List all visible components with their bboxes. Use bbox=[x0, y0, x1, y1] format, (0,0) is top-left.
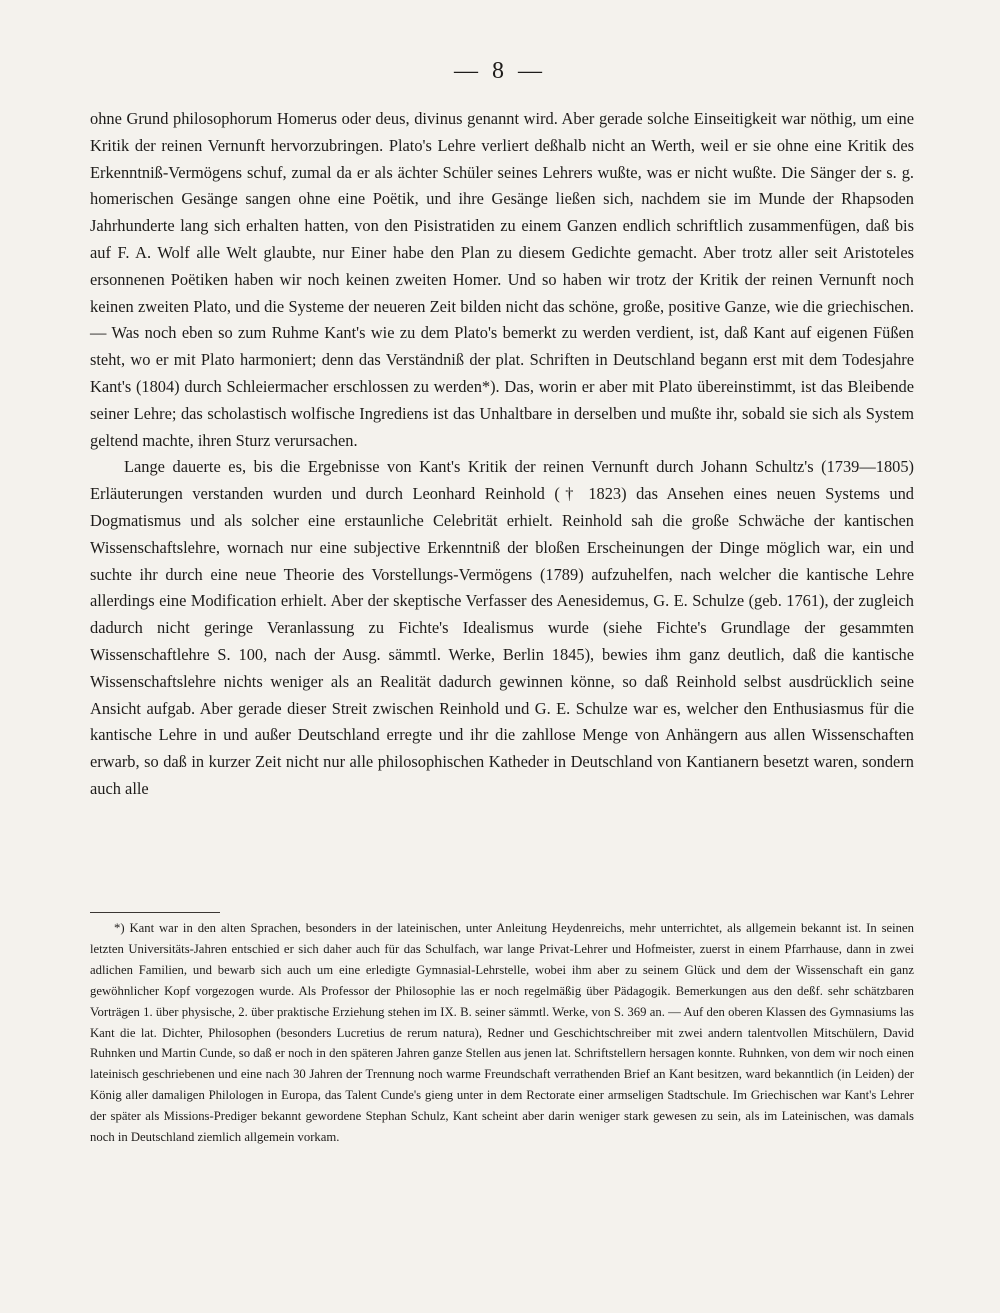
footnote-divider bbox=[90, 912, 220, 913]
footnote-text: *) Kant war in den alten Sprachen, besonders in der lateinischen, unter Anleitung Heydenreichs, mehr unterrichtet, als allgemein bekannt ist. In seinen letzten Universitäts-Jahren entschied er sich daher auch für das Schulfach, war lange Privat-Lehrer und Hofmeister, zuerst in einem Pfarrhause, dann in zwei adlichen Familien, und bewarb sich auch um eine erledigte Gymnasial-Lehrstelle, wobei ihm aber zu seinem Glück und dem der Wissenschaft ein ganz gewöhnlicher Kopf vorgezogen wurde. Als Professor der Philosophie las er noch regelmäßig über Pädagogik. Bemerkungen aus den deßf. sehr schätzbaren Vorträgen 1. über physische, 2. über praktische Erziehung stehen im IX. B. seiner sämmtl. Werke, von S. 369 an. — Auf den oberen Klassen des Gymnasiums las Kant die lat. Dichter, Philosophen (besonders Lucretius de rerum natura), Redner und Geschichtschreiber mit zwei andern talentvollen Mitschülern, David Ruhnken und Martin Cunde, so daß er noch in den späteren Jahren ganze Stellen aus jenen lat. Schriftstellern hersagen konnte. Ruhnken, von dem wir noch einen lateinisch geschriebenen und eine nach 30 Jahren der Trennung noch warme Freundschaft verrathenden Brief an Kant besitzen, ward bekanntlich (in Leiden) der König aller damaligen Philologen in Europa, das Talent Cunde's gieng unter in dem Rectorate einer armseligen Stadtschule. Im Griechischen war Kant's Lehrer der später als Missions-Prediger bekannt gewordene Stephan Schulz, Kant scheint aber darin weniger stark gewesen zu sein, als im Lateinischen, was damals noch in Deutschland ziemlich allgemein vorkam. bbox=[90, 921, 914, 1145]
paragraph-1: ohne Grund philosophorum Homerus oder deus, divinus genannt wird. Aber gerade solche Einseitigkeit war nöthig, um eine Kritik der reinen Vernunft hervorzubringen. Plato's Lehre verliert deßhalb nicht an Werth, weil er sie ohne eine Kritik des Erkenntniß-Vermögens schuf, zumal da er als ächter Schüler seines Lehrers wußte, was er nicht wußte. Die Sänger der s. g. homerischen Gesänge sangen ohne eine Poëtik, und ihre Gesänge ließen sich, nachdem sie im Munde der Rhapsoden Jahrhunderte lang sich erhalten hatten, von den Pisistratiden zu einem Ganzen endlich schriftlich zusammenfügen, daß bis auf F. A. Wolf alle Welt glaubte, nur Einer habe den Plan zu diesem Gedichte gemacht. Aber trotz aller seit Aristoteles ersonnenen Poëtiken haben wir noch keinen zweiten Homer. Und so haben wir trotz der Kritik der reinen Vernunft noch keinen zweiten Plato, und die Systeme der neueren Zeit bilden nicht das schöne, große, positive Ganze, wie die griechischen. — Was noch eben so zum Ruhme Kant's wie zu dem Plato's bemerkt zu werden verdient, ist, daß Kant auf eigenen Füßen steht, wo er mit Plato harmoniert; denn das Verständniß der plat. Schriften in Deutschland begann erst mit dem Todesjahre Kant's (1804) durch Schleiermacher erschlossen zu werden*). Das, worin er aber mit Plato übereinstimmt, ist das Bleibende seiner Lehre; das scholastisch wolfische Ingrediens ist das Unhaltbare in derselben und mußte ihr, sobald sie sich als System geltend machte, ihren Sturz verursachen. bbox=[90, 109, 914, 450]
main-text bbox=[90, 106, 914, 803]
paragraph-2: Lange dauerte es, bis die Ergebnisse von Kant's Kritik der reinen Vernunft durch Johann Schultz's (1739—1805) Erläuterungen verstanden wurden und durch Leonhard Reinhold († 1823) das Ansehen eines neuen Systems und Dogmatismus und als solcher eine erstaunliche Celebrität erhielt. Reinhold sah die große Schwäche der kantischen Wissenschaftslehre, wornach nur eine subjective Erkenntniß der bloßen Erscheinungen der Dinge möglich war, ein und suchte ihr durch eine neue Theorie des Vorstellungs-Vermögens (1789) aufzuhelfen, nach welcher die kantische Lehre allerdings eine Modification erhielt. Aber der skeptische Verfasser des Aenesidemus, G. E. Schulze (geb. 1761), der zugleich dadurch nicht geringe Veranlassung zu Fichte's Idealismus wurde (siehe Fichte's Grundlage der gesammten Wissenschaftlehre S. 100, nach der Ausg. sämmtl. Werke, Berlin 1845), bewies ihm ganz deutlich, daß die kantische Wissenschaftslehre nichts weniger als an Realität dadurch gewinnen könne, so daß Reinhold selbst ausdrücklich seine Ansicht aufgab. Aber gerade dieser Streit zwischen Reinhold und G. E. Schulze war es, welcher den Enthusiasmus für die kantische Lehre in und außer Deutschland erregte und ihr die zahllose Menge von Anhängern aus allen Wissenschaften erwarb, so daß in kurzer Zeit nicht nur alle philosophischen Katheder in Deutschland von Kantianern besetzt waren, sondern auch alle bbox=[90, 457, 914, 798]
footnote bbox=[90, 918, 914, 1148]
page-number: — 8 — bbox=[454, 58, 546, 84]
